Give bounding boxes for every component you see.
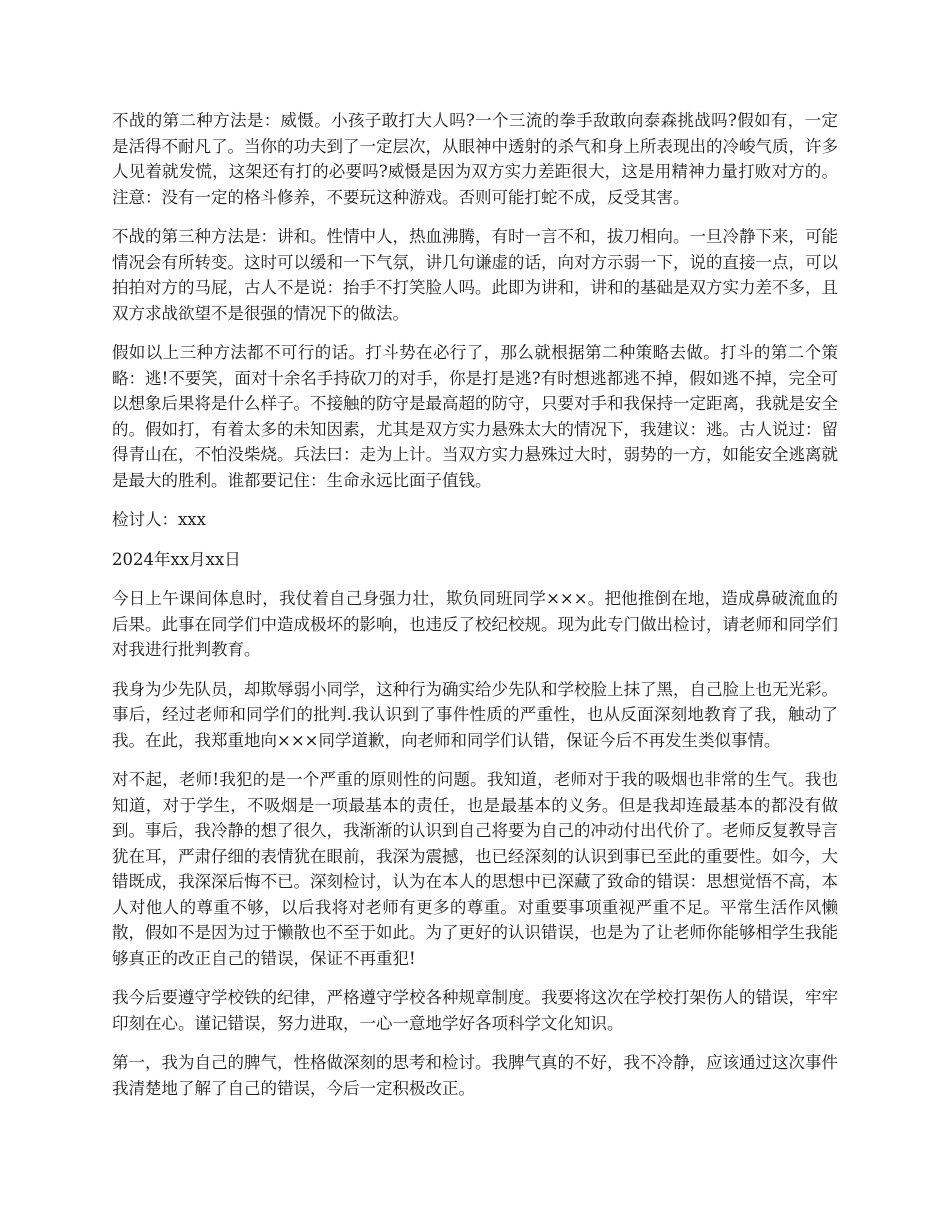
date-line: 2024年xx月xx日 xyxy=(112,549,241,569)
paragraph-reconciliation: 不战的第三种方法是：讲和。性情中人，热血沸腾，有时一言不和，拔刀相向。一旦冷静下来，可能情况会有所转变。这时可以缓和一下气氛，讲几句谦虚的话，向对方示弱一下，说的直接一点，可以拍拍对方的马屁，古人不是说：抬手不打笑脸人吗。此即为讲和，讲和的基础是双方实力差不多，且双方求战欲望不是很强的情况下的做法。 xyxy=(112,227,838,323)
paragraph-apology: 我身为少先队员，却欺辱弱小同学，这种行为确实给少先队和学校脸上抹了黑，自己脸上也无光彩。事后，经过老师和同学们的批判.我认识到了事件性质的严重性，也从反面深刻地教育了我，触动了我。在此，我郑重地向×××同学道歉，向老师和同学们认错，保证今后不再发生类似事情。 xyxy=(112,679,838,750)
paragraph-smoking: 对不起，老师!我犯的是一个严重的原则性的问题。我知道，老师对于我的吸烟也非常的生气。我也知道，对于学生，不吸烟是一项最基本的责任，也是最基本的义务。但是我却连最基本的都没有做到。事后，我冷静的想了很久，我渐渐的认识到自己将要为自己的冲动付出代价了。老师反复教导言犹在耳，严肃仔细的表情犹在眼前，我深为震撼，也已经深刻的认识到事已至此的重要性。如今，大错既成，我深深后悔不已。深刻检讨，认为在本人的思想中已深藏了致命的错误：思想觉悟不高，本人对他人的尊重不够，以后我将对老师有更多的尊重。对重要事项重视严重不足。平常生活作风懒散，假如不是因为过于懒散也不至于如此。为了更好的认识错误，也是为了让老师你能够相学生我能够真正的改正自己的错误，保证不再重犯! xyxy=(112,770,838,968)
paragraph-first-point: 第一，我为自己的脾气，性格做深刻的思考和检讨。我脾气真的不好，我不冷静，应该通过这次事件我清楚地了解了自己的错误，今后一定积极改正。 xyxy=(112,1053,838,1098)
signature-line: 检讨人：xxx xyxy=(112,510,206,529)
paragraph-incident: 今日上午课间体息时，我仗着自己身强力壮，欺负同班同学×××。把他推倒在地，造成鼻破流血的后果。此事在同学们中造成极坏的影响，也违反了校纪校规。现为此专门做出检讨，请老师和同学们对我进行批判教育。 xyxy=(112,589,838,659)
paragraph-escape: 假如以上三种方法都不可行的话。打斗势在必行了，那么就根据第二种策略去做。打斗的第二个策略：逃!不要笑，面对十余名手持砍刀的对手，你是打是逃?有时想逃都逃不掉，假如逃不掉，完全可以想象后果将是什么样子。不接触的防守是最高超的防守，只要对手和我保持一定距离，我就是安全的。假如打，有着太多的未知因素，尤其是双方实力悬殊太大的情况下，我建议：逃。古人说过：留得青山在，不怕没柴烧。兵法曰：走为上计。当双方实力悬殊过大时，弱势的一方，如能安全逃离就是最大的胜利。谁都要记住：生命永远比面子值钱。 xyxy=(112,343,838,490)
paragraph-discipline: 我今后要遵守学校铁的纪律，严格遵守学校各种规章制度。我要将这次在学校打架伤人的错误，牢牢印刻在心。谨记错误，努力进取，一心一意地学好各项科学文化知识。 xyxy=(112,988,838,1033)
paragraph-deterrence: 不战的第二种方法是：威慑。小孩子敢打大人吗?一个三流的拳手敌敢向泰森挑战吗?假如有，一定是活得不耐凡了。当你的功夫到了一定层次，从眼神中透射的杀气和身上所表现出的冷峻气质，许多人见着就发慌，这架还有打的必要吗?威慑是因为双方实力差距很大，这是用精神力量打败对方的。注意：没有一定的格斗修养，不要玩这种游戏。否则可能打蛇不成，反受其害。 xyxy=(112,111,838,207)
